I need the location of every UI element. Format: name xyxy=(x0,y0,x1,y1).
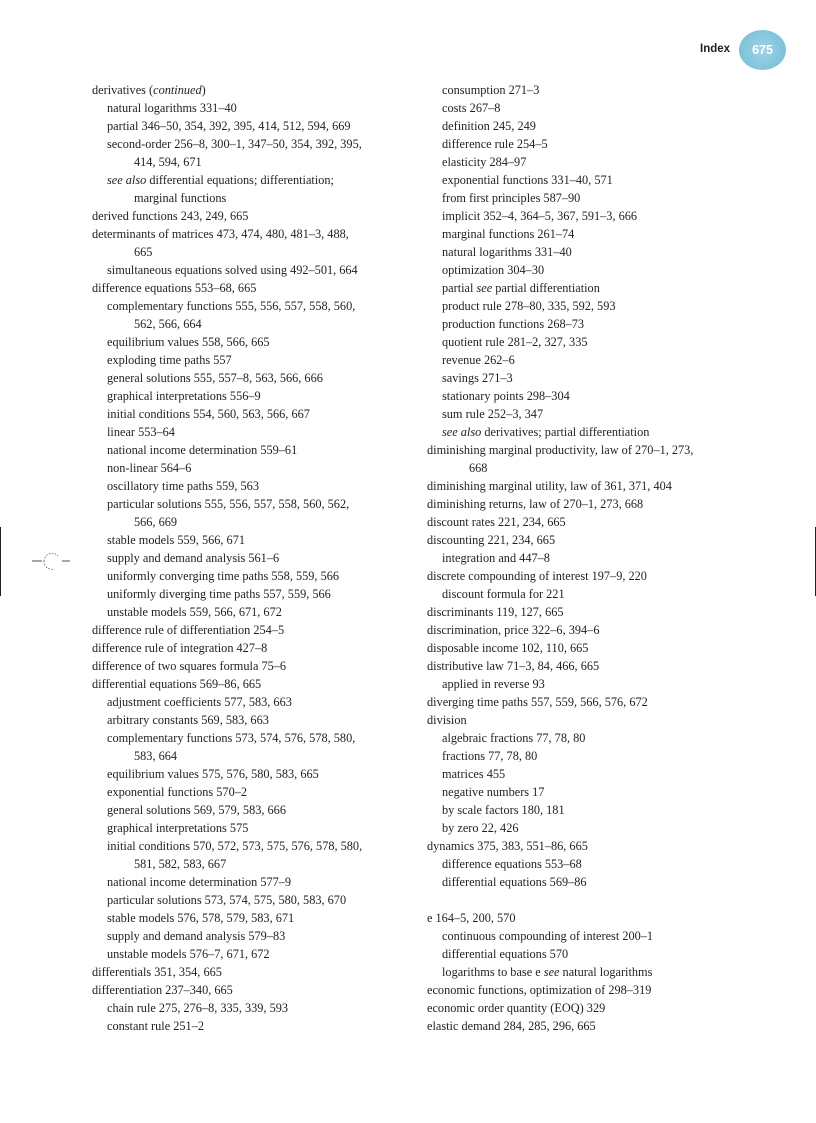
index-cross-reference: see also xyxy=(107,173,147,187)
index-entry-text: differential equations 569–86, 665 xyxy=(92,677,262,691)
index-subentry xyxy=(92,909,414,927)
index-subentry xyxy=(427,675,757,693)
index-entry xyxy=(427,621,757,639)
index-entry-text: equilibrium values 575, 576, 580, 583, 665 xyxy=(107,767,319,781)
index-entry-text: optimization 304–30 xyxy=(442,263,545,277)
index-subentry xyxy=(427,351,757,369)
index-subentry xyxy=(92,765,414,783)
index-subentry xyxy=(427,279,757,297)
index-entry-text: arbitrary constants 569, 583, 663 xyxy=(107,713,269,727)
index-entry-text: 665 xyxy=(134,245,153,259)
index-entry xyxy=(427,495,757,513)
index-entry-text: consumption 271–3 xyxy=(442,83,540,97)
index-entry-text: exploding time paths 557 xyxy=(107,353,232,367)
index-entry-text: algebraic fractions 77, 78, 80 xyxy=(442,731,586,745)
index-cross-reference: see xyxy=(543,965,560,979)
index-entry xyxy=(427,477,757,495)
index-entry-text: diminishing marginal productivity, law of 270–1, 273, xyxy=(427,443,694,457)
index-entry-text: uniformly converging time paths 558, 559, 566 xyxy=(107,569,340,583)
index-entry-text: diminishing marginal utility, law of 361, 371, 404 xyxy=(427,479,672,493)
index-entry-text: differentiation 237–340, 665 xyxy=(92,983,233,997)
index-entry xyxy=(92,963,414,981)
index-entry-text: 562, 566, 664 xyxy=(134,317,202,331)
index-entry-text: applied in reverse 93 xyxy=(442,677,545,691)
registration-mark-icon xyxy=(30,548,70,572)
index-subentry xyxy=(92,441,414,459)
index-entry-text: dynamics 375, 383, 551–86, 665 xyxy=(427,839,588,853)
index-subentry xyxy=(427,297,757,315)
index-subentry xyxy=(92,423,414,441)
index-subentry xyxy=(92,837,414,855)
index-entry-text: chain rule 275, 276–8, 335, 339, 593 xyxy=(107,1001,289,1015)
index-entry-text: stationary points 298–304 xyxy=(442,389,570,403)
index-entry-text: particular solutions 573, 574, 575, 580, 583, 670 xyxy=(107,893,347,907)
index-entry-text: natural logarithms 331–40 xyxy=(442,245,572,259)
index-entry xyxy=(427,1017,757,1035)
page-number-badge: 675 xyxy=(739,30,786,70)
index-subentry xyxy=(92,603,414,621)
index-subentry xyxy=(92,783,414,801)
index-subentry xyxy=(427,189,757,207)
index-entry-text: derivatives ( xyxy=(92,83,154,97)
index-subentry xyxy=(92,585,414,603)
index-subentry xyxy=(92,333,414,351)
index-entry-text: continuous compounding of interest 200–1 xyxy=(442,929,654,943)
index-entry-text: from first principles 587–90 xyxy=(442,191,581,205)
index-subentry xyxy=(92,531,414,549)
index-subentry xyxy=(427,405,757,423)
index-entry-text: integration and 447–8 xyxy=(442,551,550,565)
index-subentry xyxy=(92,117,414,135)
index-entry-text: disposable income 102, 110, 665 xyxy=(427,641,589,655)
index-entry-text: determinants of matrices 473, 474, 480, 481–3, 488, xyxy=(92,227,349,241)
index-entry-text: difference equations 553–68 xyxy=(442,857,582,871)
index-entry xyxy=(427,909,757,927)
index-entry-text: negative numbers 17 xyxy=(442,785,545,799)
index-subentry xyxy=(427,225,757,243)
index-entry-text: exponential functions 570–2 xyxy=(107,785,248,799)
index-entry-text: logarithms to base e xyxy=(442,965,544,979)
index-entry-text: difference equations 553–68, 665 xyxy=(92,281,257,295)
index-entry-text: differentials 351, 354, 665 xyxy=(92,965,222,979)
index-entry-text: discriminants 119, 127, 665 xyxy=(427,605,564,619)
index-entry-text: derived functions 243, 249, 665 xyxy=(92,209,249,223)
index-entry-text: quotient rule 281–2, 327, 335 xyxy=(442,335,588,349)
index-entry-text: general solutions 555, 557–8, 563, 566, 666 xyxy=(107,371,323,385)
index-column-left xyxy=(92,81,414,1035)
index-entry-text: marginal functions xyxy=(134,191,227,205)
index-subentry xyxy=(92,153,414,171)
index-subentry xyxy=(427,261,757,279)
index-subentry xyxy=(427,927,757,945)
index-entry-text: elastic demand 284, 285, 296, 665 xyxy=(427,1019,596,1033)
index-subentry xyxy=(427,801,757,819)
index-subentry xyxy=(92,135,414,153)
index-column-right xyxy=(427,81,757,1035)
index-subentry xyxy=(427,819,757,837)
index-entry-text: initial conditions 570, 572, 573, 575, 576, 578, 580, xyxy=(107,839,363,853)
index-entry-text: 414, 594, 671 xyxy=(134,155,202,169)
index-entry-text: 668 xyxy=(469,461,488,475)
index-entry-text: implicit 352–4, 364–5, 367, 591–3, 666 xyxy=(442,209,638,223)
index-entry-text: equilibrium values 558, 566, 665 xyxy=(107,335,270,349)
index-subentry xyxy=(427,585,757,603)
index-subentry xyxy=(427,945,757,963)
index-entry-text: differential equations 569–86 xyxy=(442,875,587,889)
index-entry-text: particular solutions 555, 556, 557, 558, 560, 562, xyxy=(107,497,350,511)
index-subentry xyxy=(427,783,757,801)
index-entry-text: supply and demand analysis 579–83 xyxy=(107,929,286,943)
index-subentry xyxy=(92,747,414,765)
index-entry-text: savings 271–3 xyxy=(442,371,513,385)
index-entry-text: division xyxy=(427,713,467,727)
index-entry-text: oscillatory time paths 559, 563 xyxy=(107,479,259,493)
index-entry xyxy=(92,207,414,225)
index-entry-text: discounting 221, 234, 665 xyxy=(427,533,556,547)
index-entry-text: elasticity 284–97 xyxy=(442,155,527,169)
index-subentry xyxy=(427,963,757,981)
index-subentry xyxy=(427,369,757,387)
index-subentry xyxy=(427,153,757,171)
index-entry-text: natural logarithms 331–40 xyxy=(107,101,237,115)
index-entry-text: differential equations 570 xyxy=(442,947,569,961)
index-entry-text: definition 245, 249 xyxy=(442,119,536,133)
index-subentry xyxy=(92,297,414,315)
index-entry-text: stable models 559, 566, 671 xyxy=(107,533,245,547)
index-entry-text: general solutions 569, 579, 583, 666 xyxy=(107,803,286,817)
crop-mark-left xyxy=(0,527,1,596)
index-entry-text: initial conditions 554, 560, 563, 566, 667 xyxy=(107,407,310,421)
index-subentry xyxy=(427,135,757,153)
index-cross-reference: continued xyxy=(153,83,202,97)
index-entry-text: complementary functions 573, 574, 576, 578, 580, xyxy=(107,731,356,745)
index-subentry xyxy=(92,387,414,405)
index-entry-text: difference rule of integration 427–8 xyxy=(92,641,268,655)
index-subentry xyxy=(427,333,757,351)
index-subentry xyxy=(427,549,757,567)
index-entry-text: discrimination, price 322–6, 394–6 xyxy=(427,623,600,637)
index-entry-text: unstable models 559, 566, 671, 672 xyxy=(107,605,282,619)
index-entry xyxy=(427,567,757,585)
index-subentry xyxy=(92,1017,414,1035)
index-subentry xyxy=(427,873,757,891)
index-entry xyxy=(92,279,414,297)
index-entry-text: graphical interpretations 556–9 xyxy=(107,389,261,403)
index-subentry xyxy=(427,315,757,333)
index-entry xyxy=(427,441,757,459)
index-entry-text: difference rule 254–5 xyxy=(442,137,548,151)
index-entry-text: adjustment coefficients 577, 583, 663 xyxy=(107,695,292,709)
index-entry-text: partial 346–50, 354, 392, 395, 414, 512, 594, 669 xyxy=(107,119,351,133)
index-entry xyxy=(427,639,757,657)
index-entry-text: by scale factors 180, 181 xyxy=(442,803,565,817)
index-entry-text: uniformly diverging time paths 557, 559, 566 xyxy=(107,587,331,601)
index-subentry xyxy=(427,729,757,747)
index-subentry xyxy=(92,351,414,369)
index-entry-text: economic order quantity (EOQ) 329 xyxy=(427,1001,606,1015)
index-subentry xyxy=(427,243,757,261)
index-subentry xyxy=(427,117,757,135)
index-entry-text: unstable models 576–7, 671, 672 xyxy=(107,947,270,961)
index-entry-text: 581, 582, 583, 667 xyxy=(134,857,227,871)
index-subentry xyxy=(92,171,414,189)
index-subentry xyxy=(92,315,414,333)
index-subentry xyxy=(427,99,757,117)
index-entry-text: fractions 77, 78, 80 xyxy=(442,749,538,763)
index-subentry xyxy=(92,711,414,729)
index-entry-text: national income determination 577–9 xyxy=(107,875,292,889)
index-section-gap xyxy=(427,891,757,909)
index-entry-text: matrices 455 xyxy=(442,767,506,781)
index-subentry xyxy=(92,261,414,279)
index-entry-text: 583, 664 xyxy=(134,749,178,763)
index-entry-text: e 164–5, 200, 570 xyxy=(427,911,516,925)
index-subentry xyxy=(92,819,414,837)
index-entry-text: second-order 256–8, 300–1, 347–50, 354, 392, 395, xyxy=(107,137,362,151)
index-subentry xyxy=(92,99,414,117)
index-entry-text: linear 553–64 xyxy=(107,425,175,439)
index-entry-text: revenue 262–6 xyxy=(442,353,515,367)
index-entry-text: costs 267–8 xyxy=(442,101,501,115)
index-entry xyxy=(92,81,414,99)
index-entry-text: simultaneous equations solved using 492–501, 664 xyxy=(107,263,358,277)
index-subentry xyxy=(427,765,757,783)
index-entry-text: national income determination 559–61 xyxy=(107,443,298,457)
index-entry-text: differential equations; differentiation; xyxy=(146,173,334,187)
index-entry-text: non-linear 564–6 xyxy=(107,461,192,475)
index-subentry xyxy=(92,189,414,207)
index-entry xyxy=(427,513,757,531)
index-entry xyxy=(92,675,414,693)
index-subentry xyxy=(92,999,414,1017)
index-entry-text: partial differentiation xyxy=(492,281,600,295)
index-subentry xyxy=(92,549,414,567)
index-entry xyxy=(92,621,414,639)
index-entry-text: discount formula for 221 xyxy=(442,587,565,601)
index-subentry xyxy=(92,369,414,387)
index-entry-text: difference of two squares formula 75–6 xyxy=(92,659,287,673)
index-entry xyxy=(427,837,757,855)
index-entry-text: natural logarithms xyxy=(559,965,653,979)
index-entry xyxy=(427,531,757,549)
index-subentry xyxy=(427,81,757,99)
index-entry-text: discrete compounding of interest 197–9, 220 xyxy=(427,569,647,583)
index-subentry xyxy=(92,693,414,711)
index-subentry xyxy=(92,801,414,819)
index-entry-text: graphical interpretations 575 xyxy=(107,821,249,835)
index-entry-text: discount rates 221, 234, 665 xyxy=(427,515,566,529)
index-entry xyxy=(92,657,414,675)
index-subentry xyxy=(92,729,414,747)
index-subentry xyxy=(92,873,414,891)
index-subentry xyxy=(427,387,757,405)
index-subentry xyxy=(92,243,414,261)
index-entry xyxy=(92,981,414,999)
index-entry-text: production functions 268–73 xyxy=(442,317,585,331)
index-entry-text: product rule 278–80, 335, 592, 593 xyxy=(442,299,616,313)
index-entry-text: by zero 22, 426 xyxy=(442,821,519,835)
index-entry-text: constant rule 251–2 xyxy=(107,1019,204,1033)
index-subentry xyxy=(92,477,414,495)
index-cross-reference: see also xyxy=(442,425,482,439)
index-subentry xyxy=(92,945,414,963)
index-entry-text: 566, 669 xyxy=(134,515,178,529)
index-subentry xyxy=(92,495,414,513)
index-entry-text: distributive law 71–3, 84, 466, 665 xyxy=(427,659,600,673)
index-entry-text: sum rule 252–3, 347 xyxy=(442,407,544,421)
index-entry xyxy=(92,639,414,657)
index-entry xyxy=(427,981,757,999)
index-subentry xyxy=(427,855,757,873)
index-subentry xyxy=(92,459,414,477)
index-entry-text: economic functions, optimization of 298–319 xyxy=(427,983,652,997)
index-entry xyxy=(427,999,757,1017)
index-entry xyxy=(427,711,757,729)
index-entry-text: ) xyxy=(201,83,206,97)
index-entry xyxy=(92,225,414,243)
index-subentry xyxy=(92,855,414,873)
index-subentry xyxy=(92,891,414,909)
index-entry-text: diverging time paths 557, 559, 566, 576, 672 xyxy=(427,695,648,709)
index-entry-text: diminishing returns, law of 270–1, 273, 668 xyxy=(427,497,644,511)
index-entry-text: exponential functions 331–40, 571 xyxy=(442,173,613,187)
index-cross-reference: see xyxy=(476,281,493,295)
index-subentry xyxy=(92,927,414,945)
index-entry-text: supply and demand analysis 561–6 xyxy=(107,551,280,565)
index-entry-text: partial xyxy=(442,281,477,295)
index-subentry xyxy=(92,567,414,585)
index-subentry xyxy=(92,405,414,423)
index-entry-text: stable models 576, 578, 579, 583, 671 xyxy=(107,911,295,925)
index-subentry xyxy=(427,459,757,477)
index-entry-text: difference rule of differentiation 254–5 xyxy=(92,623,285,637)
index-subentry xyxy=(427,171,757,189)
index-entry-text: marginal functions 261–74 xyxy=(442,227,575,241)
index-entry xyxy=(427,693,757,711)
index-entry xyxy=(427,603,757,621)
index-subentry xyxy=(92,513,414,531)
index-subentry xyxy=(427,207,757,225)
index-entry-text: complementary functions 555, 556, 557, 558, 560, xyxy=(107,299,356,313)
running-header-label: Index xyxy=(700,43,731,55)
index-subentry xyxy=(427,423,757,441)
index-subentry xyxy=(427,747,757,765)
index-entry-text: derivatives; partial differentiation xyxy=(481,425,650,439)
index-entry xyxy=(427,657,757,675)
